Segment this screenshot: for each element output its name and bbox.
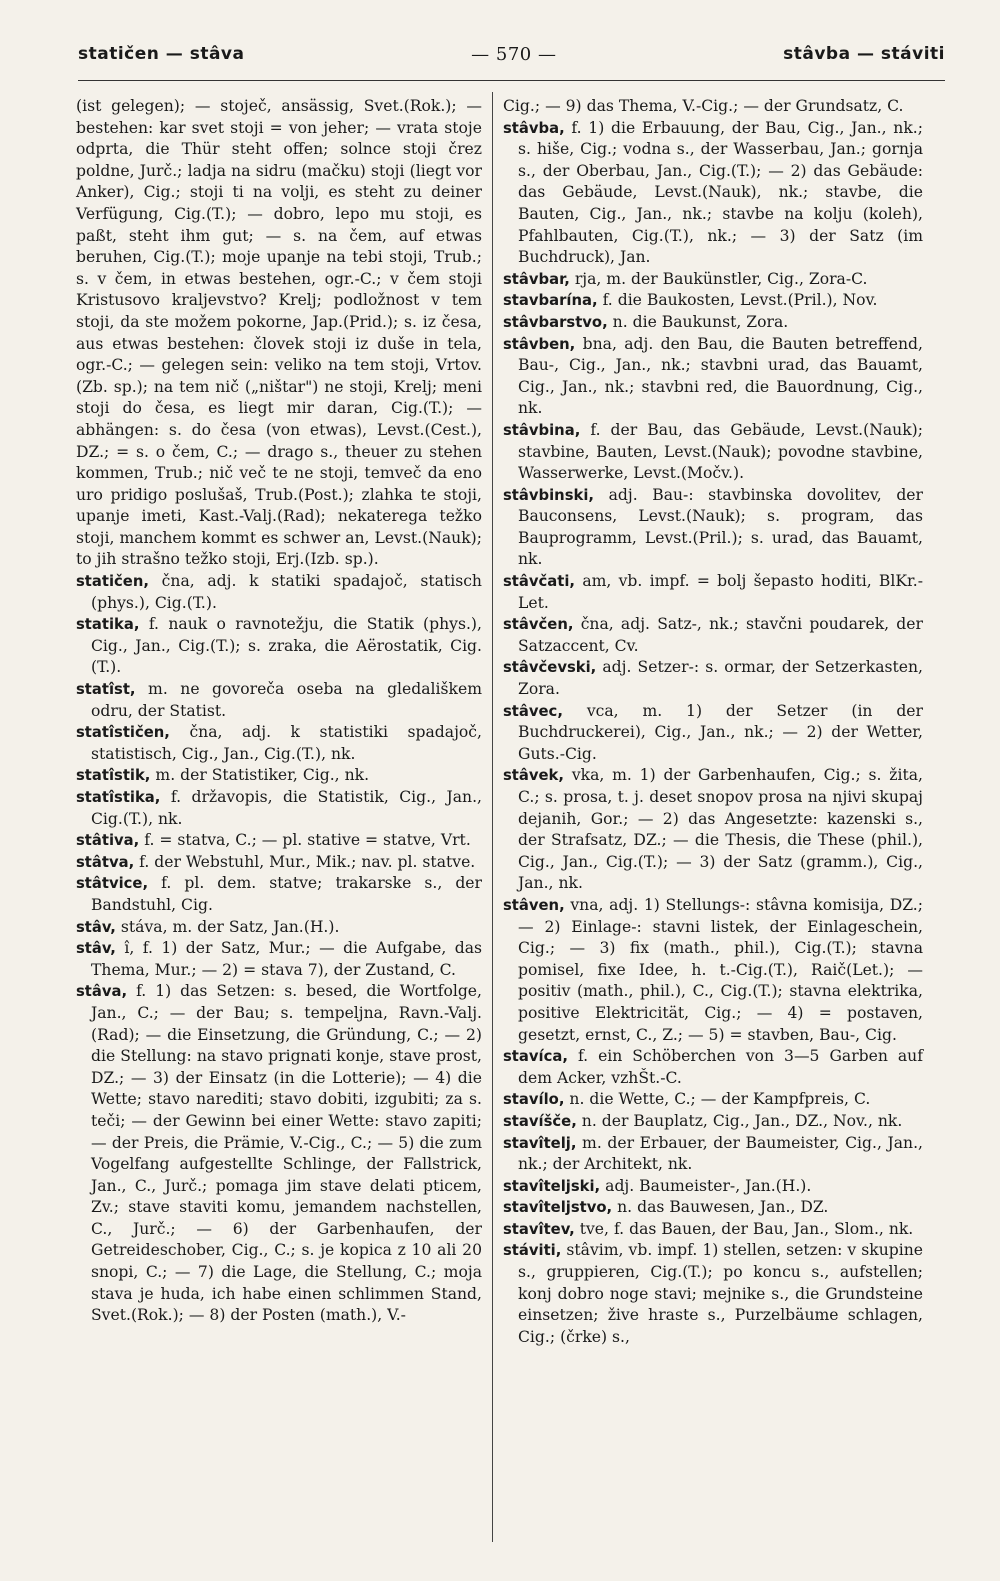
entry-headword: stâtvice, [76, 875, 149, 893]
entry-text: f. = statva, C.; — pl. stative = statve, Vrt. [144, 831, 471, 850]
entry-headword: stavîtev, [503, 1220, 575, 1238]
dictionary-entry [503, 1219, 923, 1241]
entry-headword: stâvbar, [503, 270, 570, 288]
dictionary-entry [503, 485, 923, 571]
entry-text: bna, adj. den Bau, die Bauten betreffend, Bau-, Cig., Jan., nk.; stavbni urad, das Bauamt, Cig., Jan., nk.; stavbni red, die Bauordnung, Cig., nk. [518, 334, 923, 418]
entry-headword: stâvek, [503, 767, 565, 785]
dictionary-entry [76, 722, 482, 765]
entry-headword: stâvbarstvo, [503, 313, 608, 331]
entry-text: tve, f. das Bauen, der Bau, Jan., Slom., nk. [579, 1219, 914, 1238]
entry-headword: statičen, [76, 573, 149, 591]
entry-text: m. der Statistiker, Cig., nk. [155, 766, 370, 785]
entry-text: čna, adj. Satz-, nk.; stavčni poudarek, der Satzaccent, Cv. [518, 615, 923, 655]
entry-headword: stâvba, [503, 119, 565, 137]
entry-text: f. ein Schöberchen von 3—5 Garben auf dem Acker, vzhŠt.-C. [518, 1047, 923, 1087]
header-left-guide-words: statičen — stâva [78, 44, 245, 64]
entry-text: čna, adj. k statiki spadajoč, statisch (phys.), Cig.(T.). [91, 572, 482, 612]
entry-headword: stâvčevski, [503, 659, 597, 677]
dictionary-entry [503, 657, 923, 700]
entry-headword: stavbarína, [503, 292, 598, 310]
dictionary-entry [503, 312, 923, 334]
entry-headword: stâtva, [76, 853, 135, 871]
dictionary-entry [76, 873, 482, 916]
entry-text: vca, m. 1) der Setzer (in der Buchdruckerei), Cig., Jan., nk.; — 2) der Wetter, Guts.-Cig. [518, 701, 923, 763]
dictionary-entry [76, 571, 482, 614]
entry-headword: stâvčati, [503, 573, 576, 591]
entry-text: m. ne govoreča oseba na gledališkem odru, der Statist. [91, 680, 482, 720]
entry-text: n. der Bauplatz, Cig., Jan., DZ., Nov., nk. [581, 1111, 903, 1130]
header-rule [78, 80, 945, 81]
left-column [76, 96, 482, 1327]
entry-headword: stavîteljstvo, [503, 1199, 613, 1217]
dictionary-entry [503, 1111, 923, 1133]
entry-text: f. der Webstuhl, Mur., Mik.; nav. pl. statve. [139, 852, 476, 871]
entry-headword: stáviti, [503, 1242, 562, 1260]
entry-text: n. das Bauwesen, Jan., DZ. [617, 1198, 829, 1217]
entry-text: f. pl. dem. statve; trakarske s., der Bandstuhl, Cig. [91, 874, 482, 914]
entry-text: n. die Baukunst, Zora. [612, 312, 789, 331]
dictionary-entry [503, 118, 923, 269]
entry-headword: stavíšče, [503, 1112, 577, 1130]
entry-continuation [76, 96, 482, 571]
dictionary-entry [76, 981, 482, 1327]
dictionary-entry [503, 895, 923, 1046]
running-header [78, 44, 945, 78]
dictionary-entry [76, 938, 482, 981]
dictionary-entry [503, 765, 923, 895]
entry-text: adj. Baumeister-, Jan.(H.). [605, 1176, 812, 1195]
page-number: — 570 — [471, 44, 557, 65]
dictionary-entry [76, 765, 482, 787]
entry-text: Cig.; — 9) das Thema, V.-Cig.; — der Grundsatz, C. [503, 97, 904, 115]
entry-text: adj. Bau-: stavbinska dovolitev, der Bauconsens, Levst.(Nauk); s. program, das Bauprogramm, Levst.(Pril.); s. urad, das Bauamt, nk. [518, 485, 923, 569]
dictionary-entry [503, 571, 923, 614]
dictionary-entry [503, 334, 923, 420]
entry-headword: stavîteljski, [503, 1177, 601, 1195]
entry-headword: stâtiva, [76, 832, 140, 850]
entry-headword: statîstika, [76, 789, 161, 806]
entry-text: stâvim, vb. impf. 1) stellen, setzen: v skupine s., gruppieren, Cig.(T.); po koncu s., aufstellen; konj dobro noge stavi; mejnike s., die Grundsteine einsetzen; žive hraste s., Purzelbäume schlagen, Cig.; (črke) s., [518, 1241, 923, 1346]
entry-headword: stâvec, [503, 702, 563, 720]
entry-text: f. die Baukosten, Levst.(Pril.), Nov. [602, 291, 878, 310]
dictionary-entry [503, 269, 923, 291]
column-divider [492, 92, 493, 1542]
entry-text: čna, adj. k statistiki spadajoč, statistisch, Cig., Jan., Cig.(T.), nk. [91, 723, 482, 763]
entry-headword: statîstik, [76, 767, 151, 785]
dictionary-entry [76, 917, 482, 939]
dictionary-entry [503, 1046, 923, 1089]
dictionary-entry [503, 1176, 923, 1198]
entry-text: f. der Bau, das Gebäude, Levst.(Nauk); stavbine, Bauten, Levst.(Nauk); povodne stavbine, Wasserwerke, Levst.(Močv.). [518, 420, 923, 483]
dictionary-entry [503, 1240, 923, 1348]
entry-headword: stâv, [76, 940, 116, 958]
dictionary-entry [503, 1133, 923, 1176]
entry-headword: stâva, [76, 983, 128, 1001]
dictionary-entry [76, 852, 482, 874]
header-right-guide-words: stâvba — stáviti [783, 44, 945, 64]
entry-headword: stavíca, [503, 1048, 568, 1066]
entry-text: rja, m. der Baukünstler, Cig., Zora-C. [574, 269, 868, 288]
dictionary-entry [76, 830, 482, 852]
entry-headword: stâv, [76, 918, 116, 936]
entry-headword: stâven, [503, 896, 565, 914]
dictionary-entry [76, 787, 482, 830]
entry-text: f. nauk o ravnotežju, die Statik (phys.), Cig., Jan., Cig.(T.); s. zraka, die Aërostatik, Cig.(T.). [91, 615, 482, 677]
entry-text: stáva, m. der Satz, Jan.(H.). [120, 917, 340, 936]
entry-text: vka, m. 1) der Garbenhaufen, Cig.; s. žita, C.; s. prosa, t. j. deset snopov prosa na njivi skupaj dejanih, Gor.; — 2) das Angesetzte: kazenski s., der Strafsatz, DZ.; — die Thesis, die These (phil.), Cig., Jan., Cig.(T.); — 3) der Satz (gramm.), Cig., Jan., nk. [518, 766, 923, 893]
entry-text: f. 1) die Erbauung, der Bau, Cig., Jan., nk.; s. hiše, Cig.; vodna s., der Wasserbau, Jan.; gornja s., der Oberbau, Jan., Cig.(T.); — 2) das Gebäude: das Gebäude, Levst.(Nauk), nk.; stavbe, die Bauten, Cig., Jan., nk.; stavbe na kolju (koleh), Pfahlbauten, Cig.(T.), nk.; — 3) der Satz (im Buchdruck), Jan. [518, 118, 923, 267]
entry-headword: stavîtelj, [503, 1134, 577, 1152]
dictionary-entry [503, 701, 923, 766]
dictionary-entry [503, 1197, 923, 1219]
entry-text: f. državopis, die Statistik, Cig., Jan., Cig.(T.), nk. [91, 788, 482, 828]
dictionary-entry [76, 614, 482, 679]
dictionary-entry [76, 679, 482, 722]
entry-text: m. der Erbauer, der Baumeister, Cig., Jan., nk.; der Architekt, nk. [518, 1133, 923, 1174]
dictionary-entry [503, 420, 923, 485]
entry-headword: stâvbina, [503, 421, 581, 439]
entry-text: vna, adj. 1) Stellungs-: stâvna komisija, DZ.; — 2) Einlage-: stavni listek, der Einlageschein, Cig.; — 3) fix (math., phil.), Cig.(T.); stavna pomisel, fixe Idee, h. t.-Cig.(T.), Raič(Let.); — positiv (math., phil.), C., Cig.(T.); stavna elektrika, positive Elektricität, Cig.; — 4) = postaven, gesetzt, ernst, C., Z.; — 5) = stavben, Bau-, Cig. [518, 895, 923, 1044]
dictionary-entry [503, 614, 923, 657]
entry-text: adj. Setzer-: s. ormar, der Setzerkasten, Zora. [518, 658, 923, 699]
dictionary-entry [503, 290, 923, 312]
entry-headword: statîstičen, [76, 724, 170, 742]
dictionary-entry [503, 1089, 923, 1111]
entry-headword: statika, [76, 616, 140, 634]
entry-headword: stâvbinski, [503, 486, 595, 504]
entry-text: î, f. 1) der Satz, Mur.; — die Aufgabe, das Thema, Mur.; — 2) = stava 7), der Zustand, C. [91, 939, 482, 979]
entry-continuation [503, 96, 923, 118]
entry-text: (ist gelegen); — stoječ, ansässig, Svet.(Rok.); — bestehen: kar svet stoji = von jeher; — vrata stoje odprta, die Thür steht offen; solnce stoji črez poldne, Jurč.; ladja na sidru (mačku) stoji (liegt vor Anker), Cig.; stoji ti na volji, es steht zu deiner Verfügung, Cig.(T.); — dobro, lepo mu stoji, es paßt, steht ihm gut; — s. na čem, auf etwas beruhen, Cig.(T.); moje upanje na tebi stoji, Trub.; s. v čem, in etwas bestehen, ogr.-C.; v čem stoji Kristusovo kraljevstvo? Krelj; podložnost v tem stoji, da ste možem pokorne, Jap.(Prid.); s. iz česa, aus etwas bestehen: človek stoji iz duše in tela, ogr.-C.; — gelegen sein: veliko na tem stoji, Vrtov.(Zb. sp.); na tem nič („ništar") ne stoji, Krelj; meni stoji do česa, es liegt mir daran, Cig.(T.); — abhängen: s. do česa (von etwas), Levst.(Cest.), DZ.; = s. o čem, C.; — drago s., theuer zu stehen kommen, Trub.; nič več te ne stoji, temveč da eno uro pridigo poslušaš, Trub.(Post.); zlahka te stoji, upanje imeti, Kast.-Valj.(Rad); nekaterega težko stoji, manchem kommt es schwer an, Levst.(Nauk); to jih strašno težko stoji, Erj.(Izb. sp.). [76, 97, 482, 569]
entry-text: f. 1) das Setzen: s. besed, die Wortfolge, Jan., C.; — der Bau; s. tempeljna, Ravn.-Valj.(Rad); — die Einsetzung, die Gründung, C.; — 2) die Stellung: na stavo prignati konje, stave prost, DZ.; — 3) der Einsatz (in die Lotterie); — 4) die Wette; stavo narediti; stavo dobiti, izgubiti; za s. teči; — der Gewinn bei einer Wette: stavo zapiti; — der Preis, die Prämie, V.-Cig., C.; — 5) die zum Vogelfang aufgestellte Schlinge, der Fallstrick, Jan., C., Jurč.; pomaga jim stave delati pticem, Zv.; stave staviti komu, jemandem nachstellen, C., Jurč.; — 6) der Garbenhaufen, der Getreideschober, Cig., C.; s. je kopica z 10 ali 20 snopi, C.; — 7) die Lage, die Stellung, C.; moja stava je huda, ich habe einen schlimmen Stand, Svet.(Rok.); — 8) der Posten (math.), V.- [91, 982, 482, 1325]
entry-headword: statîst, [76, 681, 136, 699]
entry-text: am, vb. impf. = bolj šepasto hoditi, BlKr.-Let. [518, 572, 923, 612]
entry-headword: stâvčen, [503, 616, 574, 634]
entry-headword: stavílo, [503, 1091, 565, 1109]
entry-headword: stâvben, [503, 335, 576, 353]
right-column [503, 96, 923, 1348]
entry-text: n. die Wette, C.; — der Kampfpreis, C. [569, 1090, 871, 1109]
